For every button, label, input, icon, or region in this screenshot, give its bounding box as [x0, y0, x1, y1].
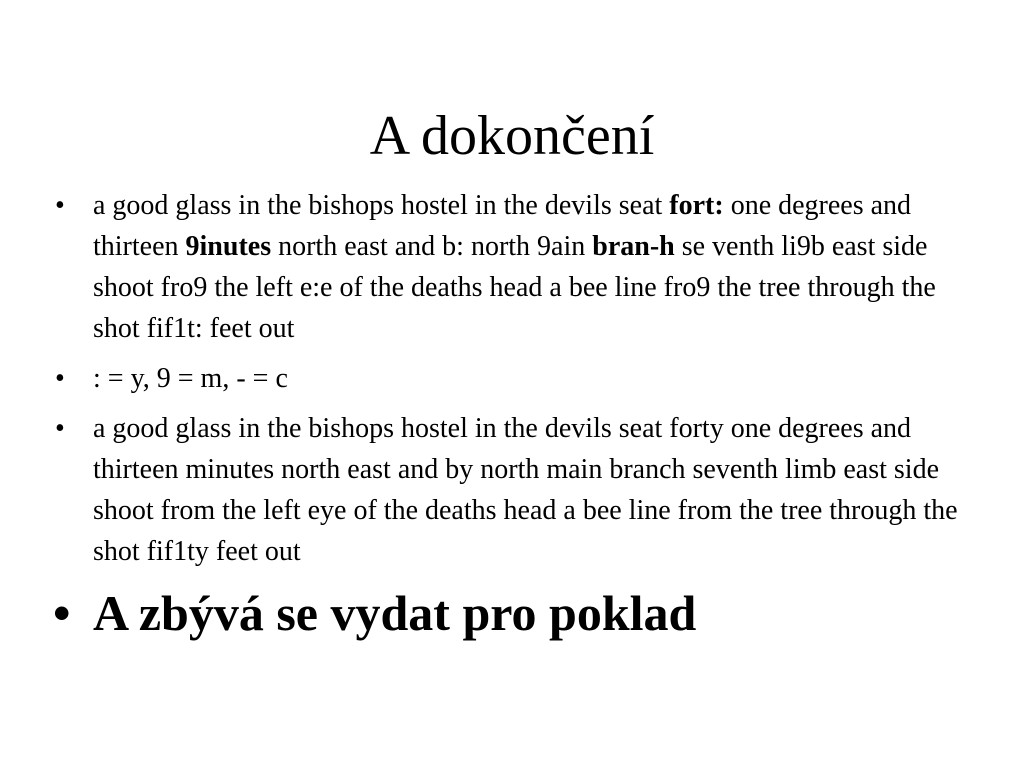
bullet-text-segment: north east and b: north 9ain	[271, 231, 593, 262]
bullet-text: a good glass in the bishops hostel in the devils seat forty one degrees and thirteen minutes north east and by north main branch seventh limb east side shoot from the left eye of the deaths head a bee line from the tree through the shot fif1ty feet out	[93, 413, 958, 567]
bullet-text-segment-bold: bran-h	[592, 231, 675, 262]
bullet-item-conclusion	[53, 582, 963, 644]
bullet-symbol: •	[53, 585, 71, 641]
bullet-text-segment: se venth li9b east side shoot fro9 the left e:e of the deaths head a bee line fro9 the tree through the shot fif1t: feet out	[93, 231, 936, 344]
bullet-item-decoded-message	[55, 408, 963, 572]
slide-title: A dokončení	[369, 105, 655, 167]
bullet-text-segment-bold: 9inutes	[185, 231, 272, 262]
bullet-text-segment: one degrees and thirteen	[93, 190, 912, 262]
bullet-text: A zbývá se vydat pro poklad	[93, 585, 697, 641]
bullet-symbol: •	[55, 363, 65, 394]
bullet-symbol: •	[55, 190, 65, 221]
bullet-text: : = y, 9 = m, - = c	[93, 363, 288, 394]
bullet-item-encoded-message	[55, 185, 963, 349]
bullet-list	[53, 185, 963, 653]
bullet-text-segment-bold: fort:	[669, 190, 724, 221]
bullet-text-segment: a good glass in the bishops hostel in the devils seat	[93, 190, 670, 221]
bullet-symbol: •	[55, 413, 65, 444]
bullet-item-substitution-key	[55, 358, 963, 399]
